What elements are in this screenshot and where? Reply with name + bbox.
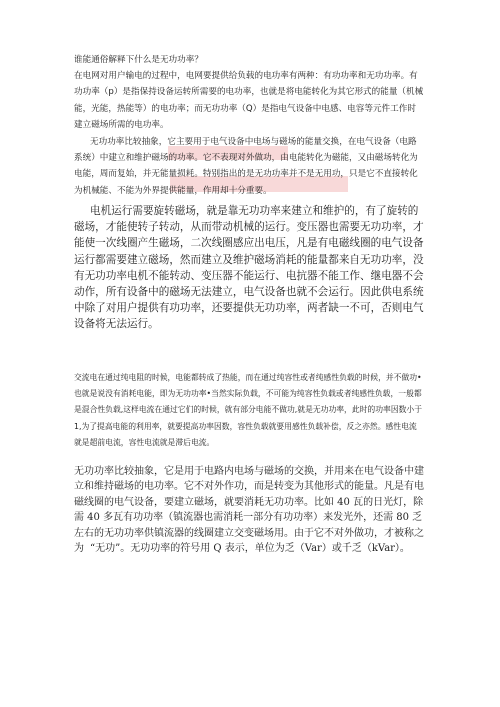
paragraph-3: 电机运行需要旋转磁场，就是靠无功功率来建立和维护的，有了旋转的磁场，才能使转子转动，从而带动机械的运行。变压器也需要无功功率，才能使一次线圈产生磁场，二次线圈感应出电压，凡是有电磁线圈的电气设备运行都需要建立磁场，然而建立及维护磁场消耗的能量都来自无功功率，没有无功功率电机不能转动、变压器不能运行、电抗器不能工作、继电器不会动作，所有设备中的磁场无法建立，电气设备也就不会运行。因此供电系统中除了对用户提供有功功率，还要提供无功功率，两者缺一不可，否则电气设备将无法运行。: [74, 205, 424, 331]
paragraph-5: 无功功率比较抽象，它是用于电路内电场与磁场的交换，并用来在电气设备中建立和维持磁场的电功率。它不对外作功，而是转变为其他形式的能量。凡是有电磁线圈的电气设备，要建立磁场，就要消耗无功功率。比如 40 瓦的日光灯，除需 40 多瓦有功功率（镇流器也需消耗一部分有功功率）来发光外，还需 80 乏左右的无功功率供镇流器的线圈建立交变磁场用。由于它不对外做功，才被称之为: [74, 466, 424, 555]
question-line: 谁能通俗解释下什么是无功功率？: [74, 55, 203, 65]
paragraph-1: 在电网对用户输电的过程中，电网要提供给负载的电功率有两种：有功功率和无功功率。有功功率（p）是指保持设备运转所需要的电功率，也就是将电能转化为其它形式的能量（机械能，光能，热能等）的电功率；而无功功率（Q）是指电气设备中电感、电容等元件工作时建立磁场所需的电功率。: [74, 71, 424, 130]
paragraph-6: “无功”。无功功率的符号用 Q 表示，单位为乏（Var）或千乏（kVar）。: [90, 543, 410, 554]
paragraph-4: 交流电在通过纯电阻的时候，电能都转成了热能，而在通过纯容性或者纯感性负载的时候，并不做功•也就是说没有消耗电能，即为无功功率•当然实际负载，不可能为纯容性负载或者纯感性负载，一般都是混合性负载,这样电流在通过它们的时候，就有部分电能不做功,就是无功功率，此时的功率因数小于 1,为了提高电能的利用率，就要提高功率因数，容性负载就要用感性负载补偿，反之亦然。感性电流就是超前电流，容性电流就是滞后电流。: [74, 373, 423, 447]
intro-block: [74, 52, 424, 133]
paragraph-2: 无功功率比较抽象，它主要用于电气设备中电场与磁场的能量交换，在电气设备（电路系统）中建立和维护磁场的功率。它不表现对外做功，由电能转化为磁能，又由磁场转化为电能，周而复始，并无能量损耗。特别指出的是无功功率并不是无用功，只是它不直接转化为机械能、不能为外界提供能量，作用却十分重要。: [74, 137, 418, 196]
